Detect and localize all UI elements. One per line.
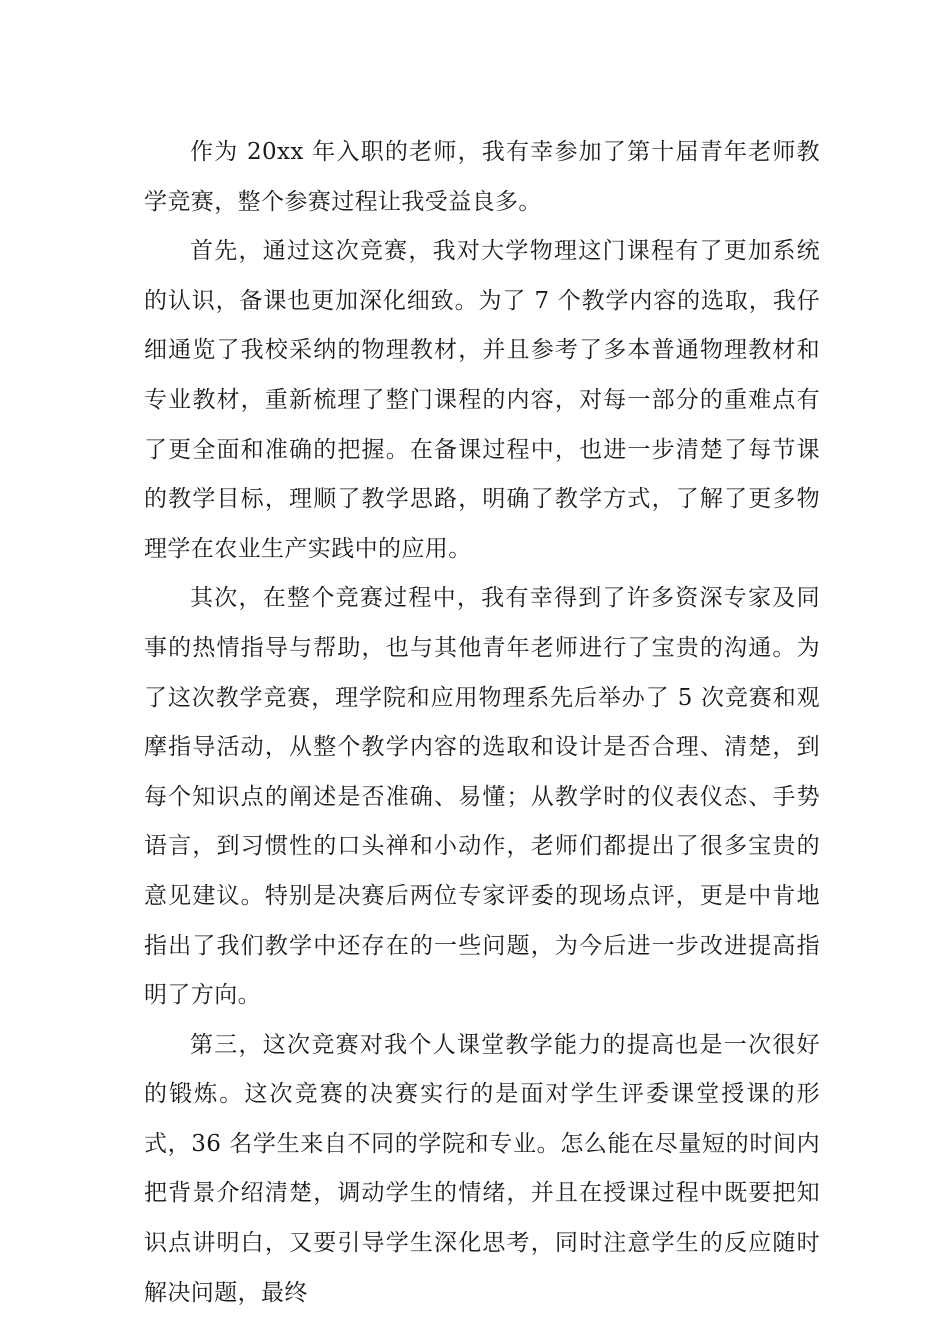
paragraph-first: 首先，通过这次竞赛，我对大学物理这门课程有了更加系统的认识，备课也更加深化细致。为了 7 个教学内容的选取，我仔细通览了我校采纳的物理教材，并且参考了多本普通物理教材和专业教材，重新梳理了整门课程的内容，对每一部分的重难点有了更全面和准确的把握。在备课过程中，也进一步清楚了每节课的教学目标，理顺了教学思路，明确了教学方式，了解了更多物理学在农业生产实践中的应用。 — [144, 238, 820, 562]
paragraph-second: 其次，在整个竞赛过程中，我有幸得到了许多资深专家及同事的热情指导与帮助，也与其他青年老师进行了宝贵的沟通。为了这次教学竞赛，理学院和应用物理系先后举办了 5 次竞赛和观摩指导活动，从整个教学内容的选取和设计是否合理、清楚，到每个知识点的阐述是否准确、易懂；从教学时的仪表仪态、手势语言，到习惯性的口头禅和小动作，老师们都提出了很多宝贵的意见建议。特别是决赛后两位专家评委的现场点评，更是中肯地指出了我们教学中还存在的一些问题，为今后进一步改进提高指明了方向。 — [144, 585, 820, 1009]
document-body — [144, 128, 820, 1318]
paragraph-third: 第三，这次竞赛对我个人课堂教学能力的提高也是一次很好的锻炼。这次竞赛的决赛实行的是面对学生评委课堂授课的形式，36 名学生来自不同的学院和专业。怎么能在尽量短的时间内把背景介绍清楚，调动学生的情绪，并且在授课过程中既要把知识点讲明白，又要引导学生深化思考，同时注意学生的反应随时解决问题，最终 — [144, 1031, 820, 1306]
paragraph-intro: 作为 20xx 年入职的老师，我有幸参加了第十届青年老师教学竞赛，整个参赛过程让我受益良多。 — [144, 139, 820, 215]
